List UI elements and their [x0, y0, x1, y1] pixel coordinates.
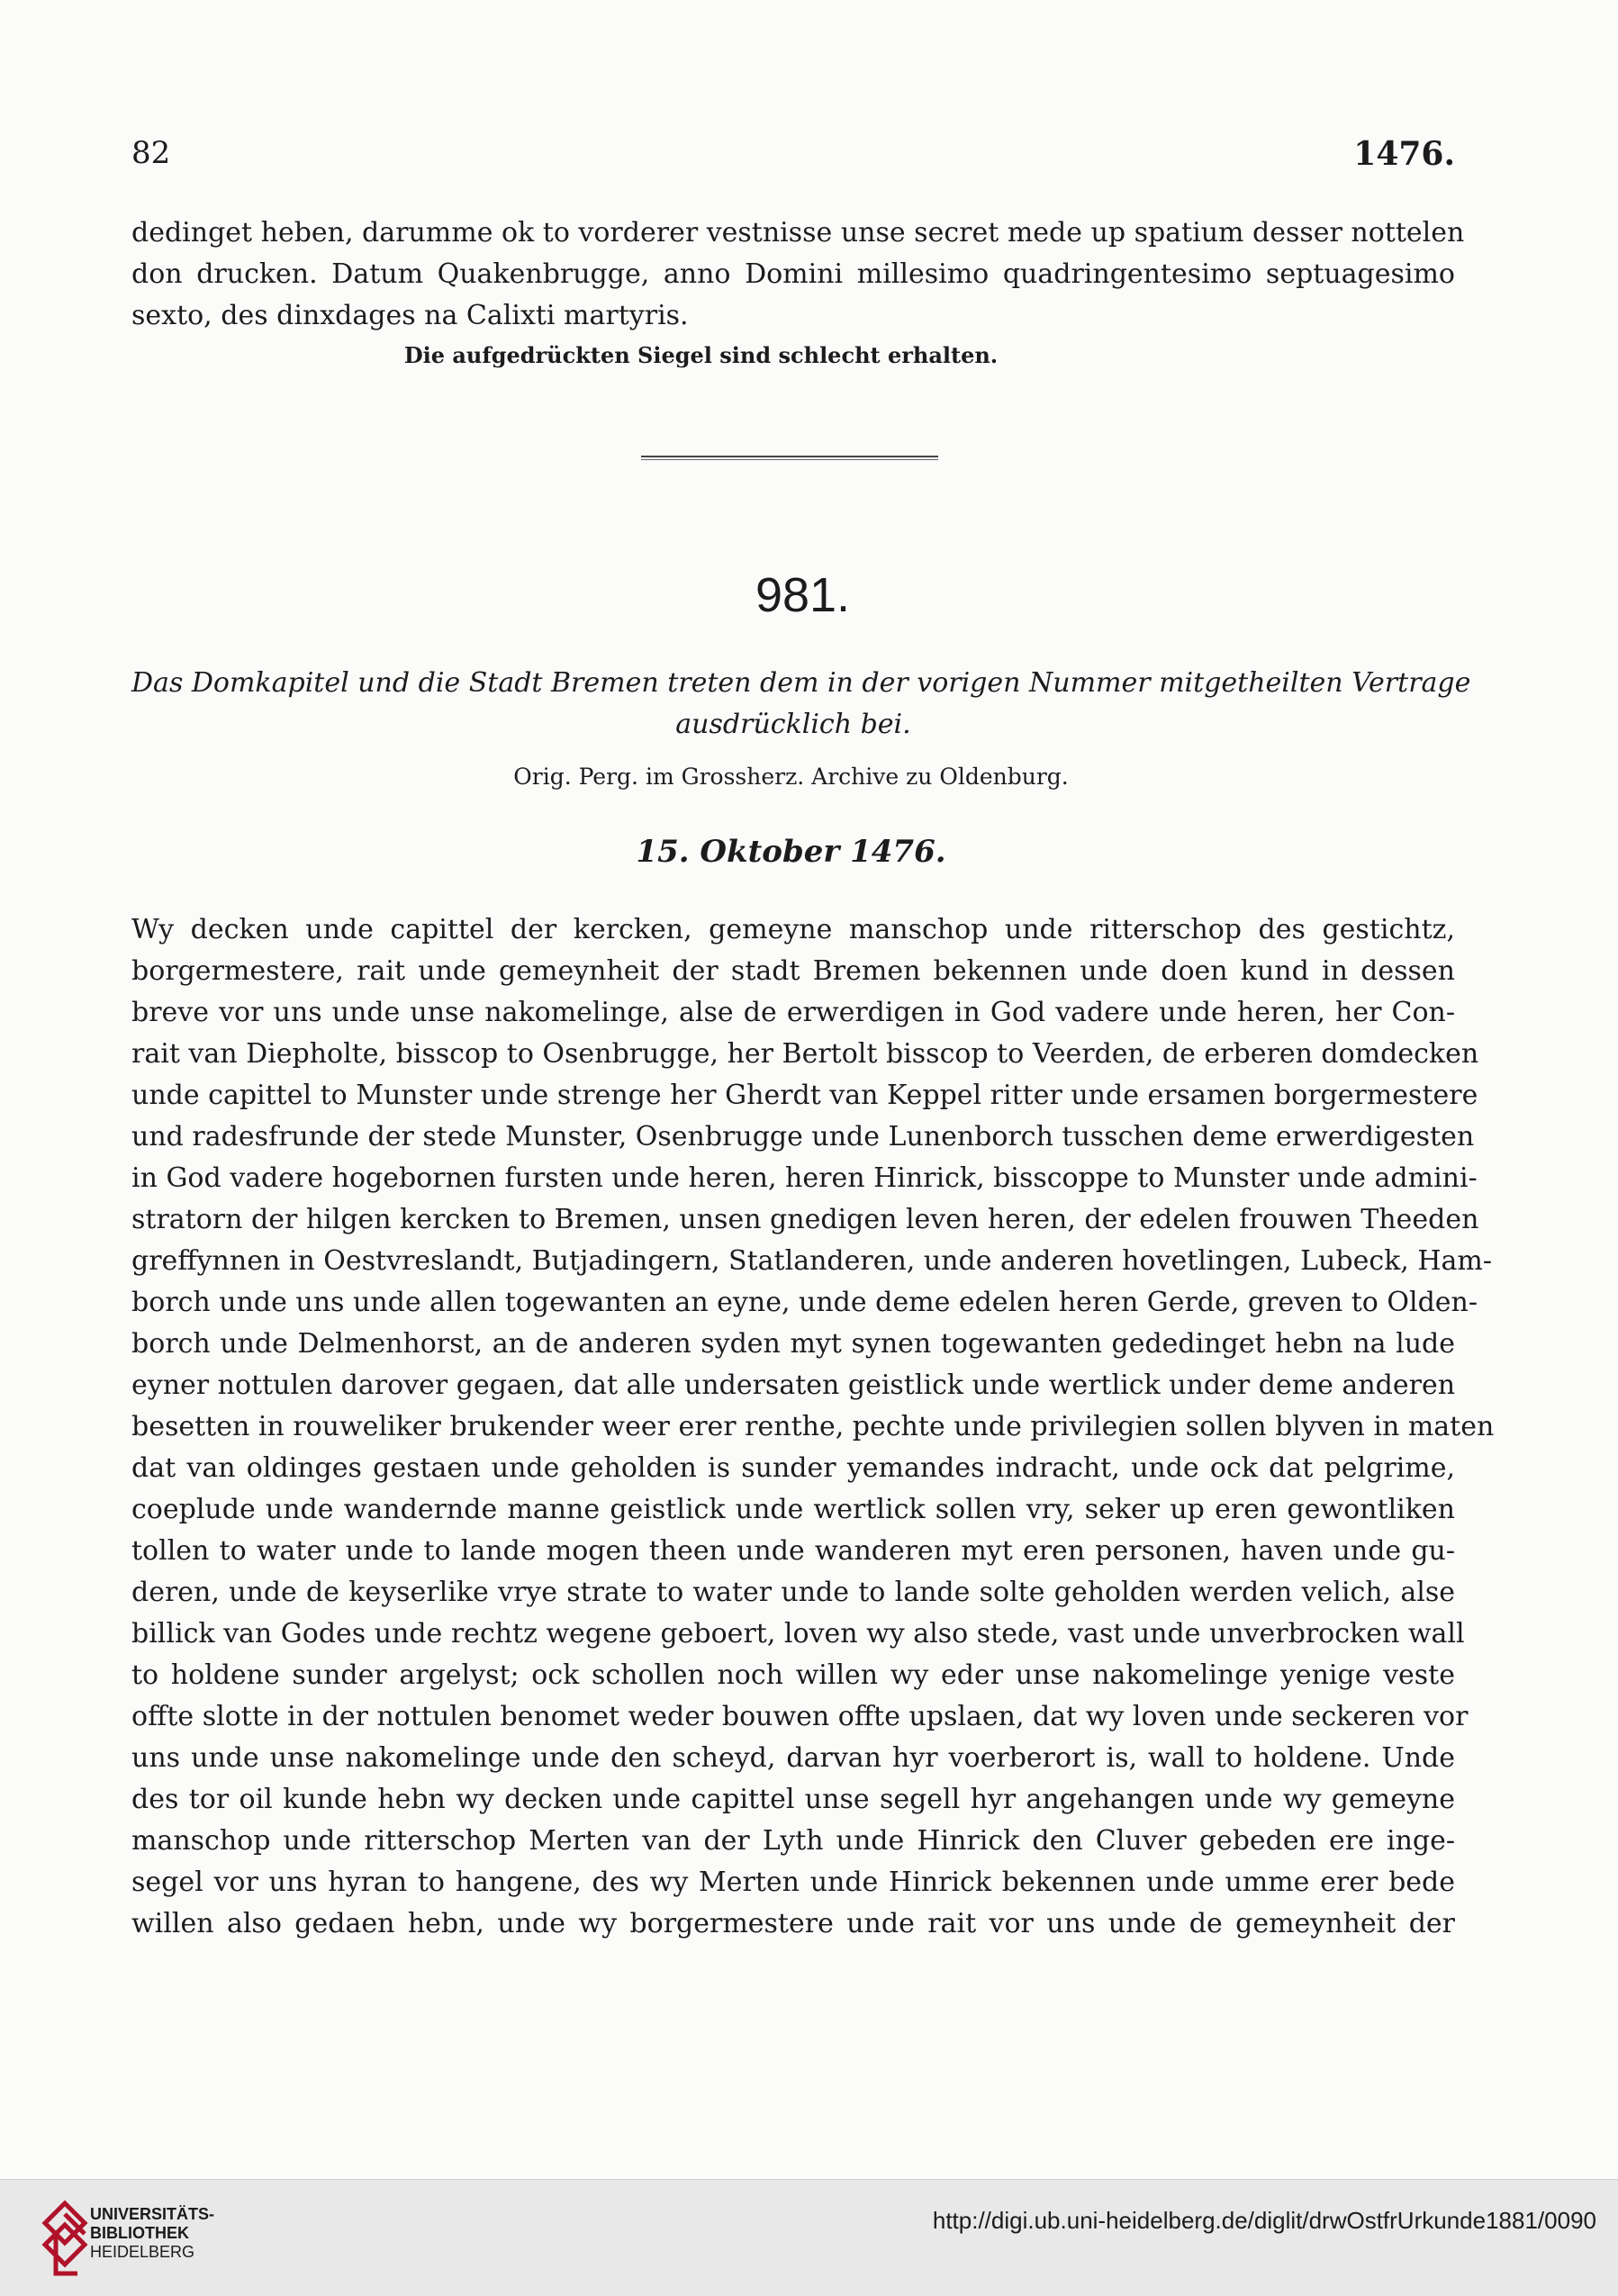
- seal-note: Die aufgedrückten Siegel sind schlecht erhalten.: [403, 342, 999, 368]
- page-number: 82: [131, 135, 171, 171]
- text-line: don drucken. Datum Quakenbrugge, anno Domini millesimo quadringentesimo septuagesimo: [131, 258, 1455, 290]
- text-line: to holdene sunder argelyst; ock schollen noch willen wy eder unse nakomelinge yenige veste: [131, 1659, 1455, 1691]
- viewer-footer: [0, 2179, 1618, 2296]
- text-line: eyner nottulen darover gegaen, dat alle undersaten geistlick unde wertlick under deme anderen: [131, 1369, 1456, 1401]
- text-line: borch unde Delmenhorst, an de anderen syden myt synen togewanten gededinget hebn na lude: [131, 1328, 1455, 1360]
- text-line: willen also gedaen hebn, unde wy borgermestere unde rait vor uns unde de gemeynheit der: [131, 1908, 1455, 1939]
- text-line: manschop unde ritterschop Merten van der Lyth unde Hinrick den Cluver gebeden ere inge-: [131, 1825, 1455, 1857]
- text-line: in God vadere hogebornen fursten unde heren, heren Hinrick, bisscoppe to Munster unde admini-: [131, 1162, 1478, 1194]
- document-date: 15. Oktober 1476.: [636, 834, 946, 870]
- text-line: offte slotte in der nottulen benomet weder bouwen offte upslaen, dat wy loven unde seckeren vor: [131, 1701, 1469, 1732]
- text-line: Wy decken unde capittel der kercken, gemeyne manschop unde ritterschop des gestichtz,: [131, 914, 1455, 945]
- text-line: und radesfrunde der stede Munster, Osenbrugge unde Lunenborch tusschen deme erwerdigesten: [131, 1121, 1475, 1153]
- permalink-url[interactable]: http://digi.ub.uni-heidelberg.de/diglit/drwOstfrUrkunde1881/0090: [932, 2207, 1596, 2234]
- text-line: coeplude unde wandernde manne geistlick unde wertlick sollen vry, seker up eren gewontliken: [131, 1494, 1455, 1525]
- text-line: des tor oil kunde hebn wy decken unde capittel unse segell hyr angehangen unde wy gemeyne: [131, 1784, 1455, 1815]
- text-line: deren, unde de keyserlike vrye strate to water unde to lande solte geholden werden velich, alse: [131, 1577, 1455, 1608]
- intro-paragraph: [131, 212, 1465, 337]
- text-line: segel vor uns hyran to hangene, des wy Merten unde Hinrick bekennen unde umme erer bede: [131, 1867, 1455, 1898]
- section-divider: [641, 456, 938, 461]
- text-line: besetten in rouweliker brukender weer erer renthe, pechte unde privilegien sollen blyven in maten: [131, 1411, 1495, 1442]
- library-name-line: BIBLIOTHEK: [90, 2224, 189, 2242]
- library-name-line: HEIDELBERG: [90, 2243, 195, 2261]
- regest-line: Das Domkapitel und die Stadt Bremen treten dem in der vorigen Nummer mitgetheilten Vertrage: [131, 667, 1471, 699]
- text-line: breve vor uns unde unse nakomelinge, alse de erwerdigen in God vadere unde heren, her Con-: [131, 997, 1455, 1028]
- text-line: borch unde uns unde allen togewanten an eyne, unde deme edelen heren Gerde, greven to Olden-: [131, 1287, 1478, 1318]
- document-number: 981.: [755, 568, 851, 622]
- text-line: borgermestere, rait unde gemeynheit der stadt Bremen bekennen unde doen kund in dessen: [131, 955, 1455, 987]
- running-header-year: 1476.: [1353, 135, 1455, 173]
- text-line: dedinget heben, darumme ok to vorderer vestnisse unse secret mede up spatium desser nottelen: [131, 217, 1465, 249]
- library-name-line: UNIVERSITÄTS-: [90, 2205, 215, 2223]
- source-citation: Orig. Perg. im Grossherz. Archive zu Oldenburg.: [513, 764, 1069, 790]
- text-line: sexto, des dinxdages na Calixti martyris.: [131, 300, 689, 331]
- regest: [131, 663, 1471, 746]
- library-name: [90, 2205, 214, 2262]
- text-line: dat van oldinges gestaen unde geholden is sunder yemandes indracht, unde ock dat pelgrime,: [131, 1452, 1455, 1484]
- text-line: unde capittel to Munster unde strenge her Gherdt van Keppel ritter unde ersamen borgermestere: [131, 1080, 1478, 1111]
- text-line: rait van Diepholte, bisscop to Osenbrugge, her Bertolt bisscop to Veerden, de erberen domdecken: [131, 1038, 1479, 1070]
- text-line: billick van Godes unde rechtz wegene geboert, loven wy also stede, vast unde unverbrocken wall: [131, 1618, 1465, 1650]
- regest-line: ausdrücklich bei.: [675, 709, 911, 740]
- text-line: tollen to water unde to lande mogen theen unde wanderen myt eren personen, haven unde gu-: [131, 1535, 1455, 1567]
- page-header: [131, 135, 1455, 180]
- text-line: greffynnen in Oestvreslandt, Butjadingern, Statlanderen, unde anderen hovetlingen, Lubeck, Ham-: [131, 1245, 1493, 1277]
- text-line: stratorn der hilgen kercken to Bremen, unsen gnedigen leven heren, der edelen frouwen Theeden: [131, 1204, 1479, 1235]
- text-line: uns unde unse nakomelinge unde den scheyd, darvan hyr voerberort is, wall to holdene. Unde: [131, 1742, 1455, 1774]
- charter-text: [131, 909, 1495, 1945]
